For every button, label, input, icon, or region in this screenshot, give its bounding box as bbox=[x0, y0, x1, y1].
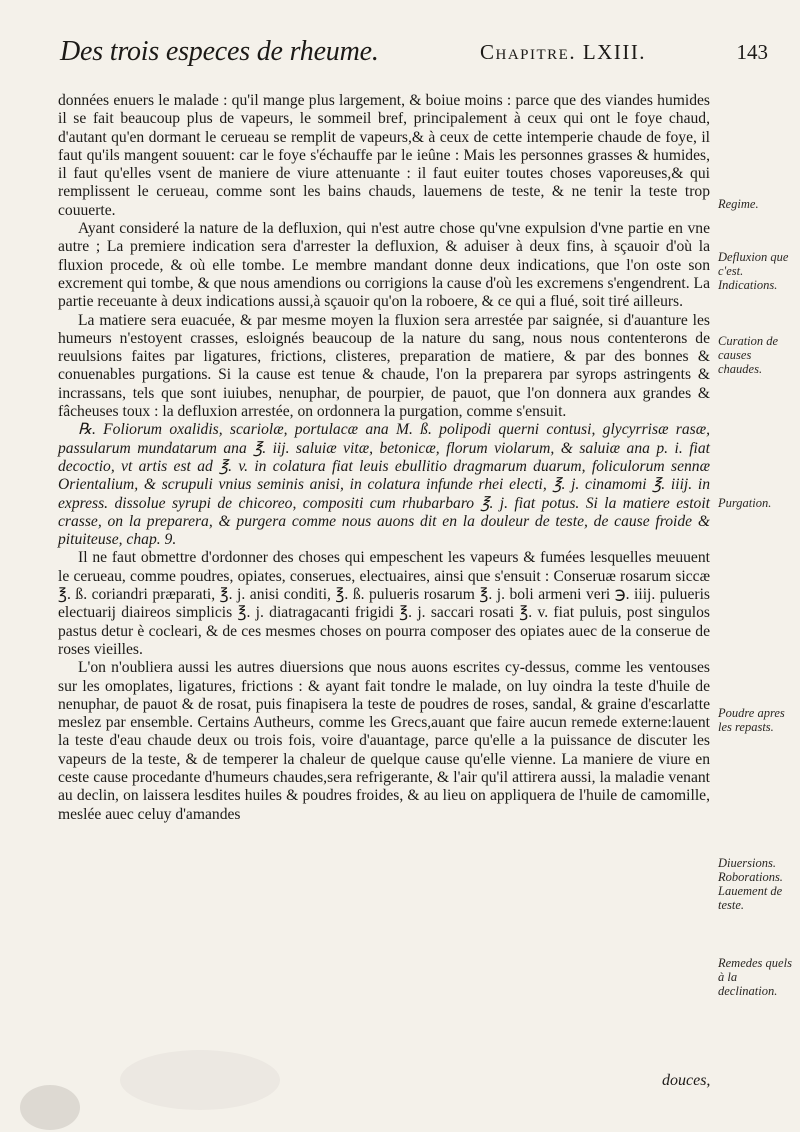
margin-note-diuersions: Diuersions. Roborations. Lauement de teste. bbox=[718, 856, 783, 912]
paragraph-diuersions: L'on n'oubliera aussi les autres diuersions que nous auons escrites cy-dessus, comme les ventouses sur les omoplates, ligatures, frictions : & ayant fait tondre le malade, on luy oindra la teste d'huile de nenuphar, de pauot & de rosat, puis finapisera la teste de poudres de roses, sandal, & graine d'escarlatte meslez par ensemble. Certains Autheurs, comme les Grecs,auant que faire aucun remede externe:lauent la teste d'eau chaude deux ou trois fois, voire d'auantage, parce qu'elle a la puissance de discuter les vapeurs de la teste, & de temperer la chaleur de quelque cause qu'elle vienne. La maniere de viure en ceste cause procedante d'humeurs chaudes,sera refrigerante, & l'air qu'il attirera aussi, la maladie venant au declin, on laissera lesdites huiles & poudres froides, & au lieu on appliquera de l'huile de camomille, meslée auec celuy d'amandes bbox=[58, 659, 710, 823]
paragraph-defluxion: Ayant consideré la nature de la defluxion, qui n'est autre chose qu'vne expulsion d'vne partie en vne autre ; La premiere indication sera d'arrester la defluxion, & aduiser à deux fins, à sçauoir d'où la fluxion procede, & où elle tombe. Le membre mandant donne deux indications, que l'on oste son excrement qui tombe, & que nous amendions ou corrigions la cause d'où les excremens s'engendrent. La partie receuante à deux indications aussi,à sçauoir qu'on la roboere, & ce qui a flué, soit tiré ailleurs. bbox=[58, 220, 710, 311]
paper-stain bbox=[120, 1050, 280, 1110]
running-head-title: Des trois especes de rheume. bbox=[60, 36, 379, 67]
paper-stain bbox=[20, 1085, 80, 1130]
margin-note-defluxion: Defluxion que c'est. Indications. bbox=[718, 250, 789, 292]
running-head-chapter: Chapitre. LXIII. bbox=[480, 40, 647, 64]
margin-note-regime: Regime. bbox=[718, 197, 759, 211]
margin-note-remedes: Remedes quels à la declination. bbox=[718, 956, 792, 998]
paragraph-poudres: Il ne faut obmettre d'ordonner des choses qui empeschent les vapeurs & fumées lesquelles meuuent le cerueau, comme poudres, opiates, conserues, electuaires, ainsi que s'ensuit : Conseruæ rosarum siccæ ℥. ß. coriandri præparati, ℥. j. anisi conditi, ℥. ß. pulueris rosarum ℥. j. boli armeni veri ℈. iiij. pulueris electuarij diaireos simplicis ℥. j. diatragacanti frigidi ℥. j. saccari rosati ℥. v. fiat puluis, post singulos pastus detur è cocleari, & de ces mesmes choses on pourra composer des opiates auec de la conserue de roses vieilles. bbox=[58, 549, 710, 658]
paragraph-matiere: La matiere sera euacuée, & par mesme moyen la fluxion sera arrestée par saignée, si d'auanture les humeurs n'estoyent crasses, esloignés beaucoup de la nature du sang, nous nous contenterons de reuulsions faites par ligatures, frictions, clisteres, preparation de matiere, & par des bonnes & conuenables purgations. Si la cause est tenue & chaude, l'on la preparera par syrops astringents & incrassans, tels que sont iuiubes, nenuphar, de pourpier, de pauot, que l'on donnera aux grandes & fâcheuses toux : la defluxion arrestée, on ordonnera la purgation, comme s'ensuit. bbox=[58, 311, 710, 421]
margin-note-purgation: Purgation. bbox=[718, 496, 772, 510]
page-number: 143 bbox=[736, 40, 768, 64]
running-head bbox=[60, 36, 768, 76]
margin-note-curation: Curation de causes chaudes. bbox=[718, 334, 779, 376]
margin-note-poudre: Poudre apres les repasts. bbox=[718, 706, 785, 734]
paragraph-regime: données enuers le malade : qu'il mange plus largement, & boiue moins : parce que des viandes humides il se fait beaucoup plus de vapeurs, le sommeil bref, principalement à ceux qui ont le foye chaud, d'autant qu'en dormant le cerueau se remplit de vapeurs,& à ceux de cette intemperie chaude de foye, il faut qu'ils mangent souuent: car le foye s'échauffe par le ieûne : Mais les personnes grasses & humides, il faut qu'elles vsent de maniere de viure attenuante : il faut euiter toutes choses vaporeuses,& qui remplissent le cerueau, comme sont les bains chauds, lauemens de teste, & ne tenir la teste trop couuerte. bbox=[58, 92, 710, 219]
paragraph-recipe: ℞. Foliorum oxalidis, scariolæ, portulacæ ana M. ß. polipodi querni contusi, glycyrrisæ rasæ, passularum mundatarum ana ℥. iij. saluiæ vitæ, betonicæ, florum violarum, & saluiæ ana p. i. fiat decoctio, vt artis est ad ℥. v. in colatura fiat leuis ebullitio dragmarum duarum, foliculorum sennæ Orientalium, & scrupuli vnius seminis anisi, in colatura infunde rhei electi, ℥. j. cinamomi ℥. iiij. in express. dissolue syrupi de chicoreo, compositi cum rhubarbaro ℥. j. fiat potus. Si la matiere estoit crasse, on la preparera, & purgera comme nous auons dit en la douleur de teste, de cause froide & pituiteuse, chap. 9. bbox=[58, 421, 710, 549]
catchword: douces, bbox=[662, 1072, 711, 1089]
body-text bbox=[58, 92, 710, 824]
